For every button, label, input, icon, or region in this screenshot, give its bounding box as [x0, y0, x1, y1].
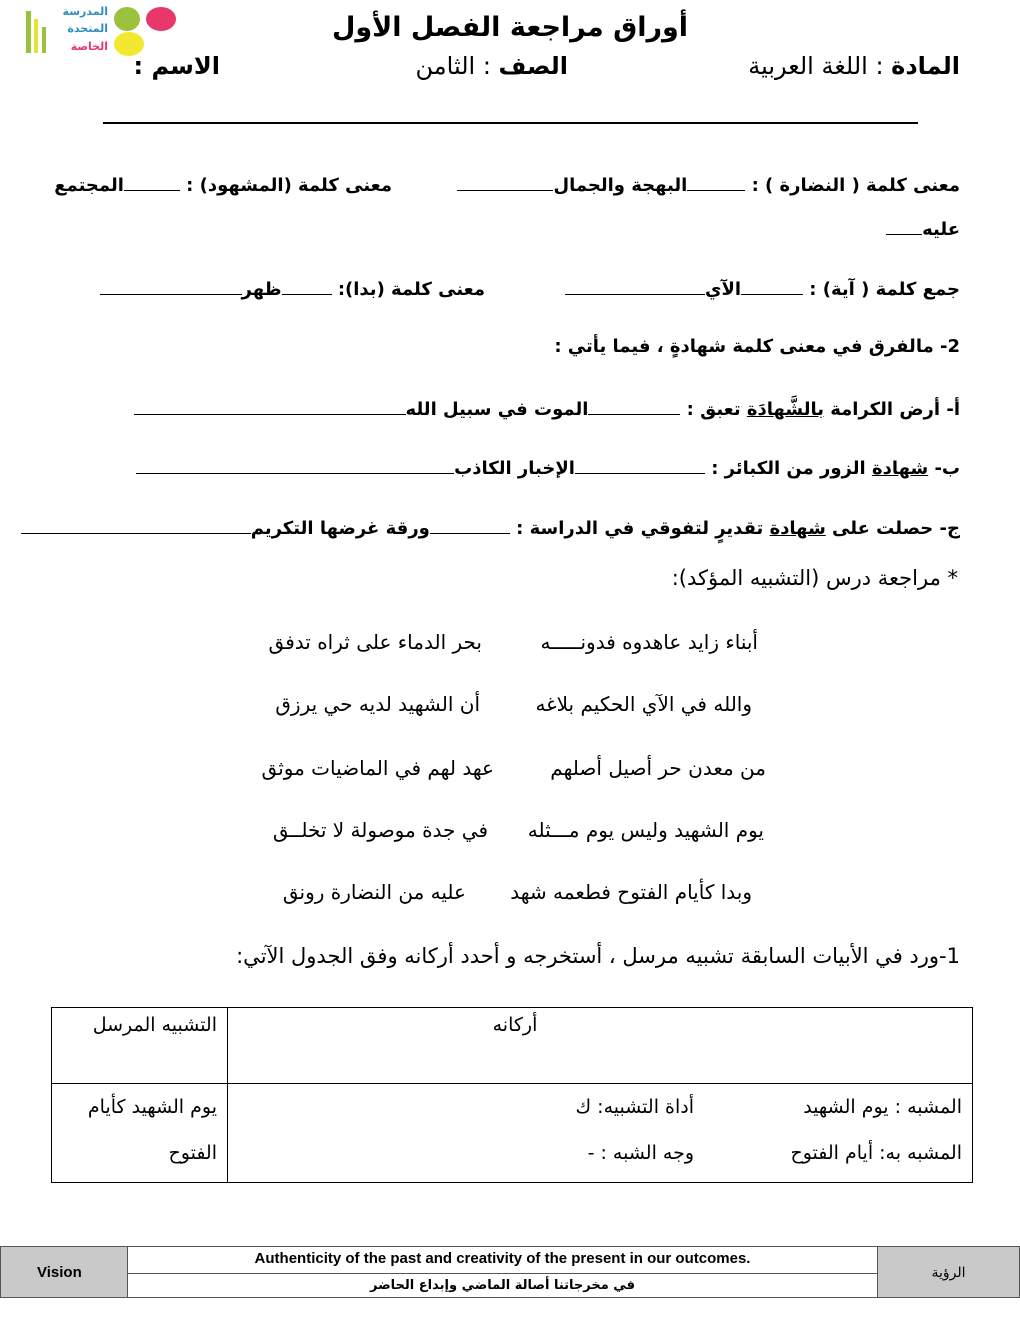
footer-motto-en: Authenticity of the past and creativity of the present in our outcomes. — [128, 1247, 877, 1274]
question-text: معنى كلمة (المشهود) : — [179, 175, 392, 196]
page-title: أوراق مراجعة الفصل الأول — [331, 12, 689, 43]
poem-verse-4-first: يوم الشهيد وليس يوم مـــثله — [527, 818, 764, 842]
difference-item-c — [21, 515, 960, 539]
footer-vision-ar: الرؤية — [877, 1246, 1020, 1298]
grade-field: الصف : الثامن — [415, 52, 568, 80]
table-header-elements: أركانه — [228, 1008, 973, 1084]
poem-verse-3-first: من معدن حر أصيل أصلهم — [550, 756, 766, 780]
question-text: معنى كلمة ( النضارة ) : — [745, 175, 960, 196]
subject-value: اللغة العربية — [748, 52, 868, 80]
wajh-shabah: وجه الشبه : - — [587, 1142, 694, 1164]
answer-text: البهجة والجمال — [553, 175, 688, 196]
underlined-word: شهادة — [769, 518, 826, 539]
footer-vision-bar — [0, 1246, 1020, 1298]
elements-row-2 — [238, 1130, 962, 1176]
answer-text: ظهر — [241, 279, 282, 300]
table-cell-elements — [228, 1084, 973, 1183]
simile-tool: أداة التشبيه: ك — [575, 1096, 694, 1118]
grade-label: الصف — [498, 52, 568, 80]
mushabbah-bih: المشبه به: أيام الفتوح — [790, 1142, 962, 1164]
poem-verse-2-first: والله في الآي الحكيم بلاغه — [535, 692, 752, 716]
task-instruction: 1-ورد في الأبيات السابقة تشبيه مرسل ، أستخرجه و أحدد أركانه وفق الجدول الآتي: — [236, 944, 960, 968]
poem-verse-4-second: في جدة موصولة لا تخلــق — [272, 818, 488, 842]
logo-text-line2: المتحدة — [67, 22, 108, 35]
item-text: تعبق : — [680, 399, 747, 420]
table-cell-simile: يوم الشهيد كأيام الفتوح — [52, 1084, 228, 1183]
item-text: ب- — [928, 458, 960, 479]
answer-text: عليه — [922, 219, 960, 240]
item-text: ج- حصلت على — [825, 518, 960, 539]
underlined-word: شهادة — [871, 458, 929, 479]
item-text: الزور من الكبائر : — [704, 458, 872, 479]
subject-field: المادة : اللغة العربية — [748, 52, 960, 80]
vocab-q2a — [565, 276, 960, 300]
underlined-word: بالشَّهادَة — [746, 399, 824, 420]
review-heading: * مراجعة درس (التشبيه المؤكد): — [671, 566, 958, 590]
vocab-q2b — [100, 276, 486, 300]
footer-vision-en: Vision — [0, 1246, 128, 1298]
answer-text: الموت في سبيل الله — [405, 399, 589, 420]
vocab-q1b — [54, 172, 392, 196]
difference-item-a — [134, 396, 960, 420]
item-text: تقديرٍ لتفوقي في الدراسة : — [509, 518, 770, 539]
answer-text: ورقة غرضها التكريم — [250, 518, 430, 539]
subject-label: المادة — [891, 52, 960, 80]
poem-verse-5-first: وبدا كأيام الفتوح فطعمه شهد — [510, 880, 752, 904]
vocab-q1a — [457, 172, 960, 196]
vocab-q1b-continued — [886, 216, 960, 240]
poem-verse-5-second: عليه من النضارة رونق — [282, 880, 466, 904]
mushabbah: المشبه : يوم الشهيد — [803, 1096, 962, 1118]
item-text: أ- أرض الكرامة — [823, 399, 960, 420]
grade-value: الثامن — [415, 52, 476, 80]
table-header-simile: التشبيه المرسل — [52, 1008, 228, 1084]
logo-text-line1: المدرسة — [62, 5, 108, 18]
poem-verse-2-second: أن الشهيد لديه حي يرزق — [275, 692, 480, 716]
simile-table — [51, 1007, 973, 1183]
logo-text-line3: الخاصة — [70, 40, 108, 53]
footer-motto — [127, 1246, 878, 1298]
question-text: جمع كلمة ( آية) : — [803, 279, 960, 300]
poem-verse-3-second: عهد لهم في الماضيات موثق — [261, 756, 494, 780]
header-divider — [103, 122, 918, 124]
question-text: معنى كلمة (بدا): — [331, 279, 485, 300]
elements-row-1 — [238, 1084, 962, 1130]
answer-text: المجتمع — [54, 175, 124, 196]
footer-motto-ar: في مخرجاتنا أصالة الماضي وإبداع الحاضر — [370, 1278, 635, 1293]
poem-verse-1-first: أبناء زايد عاهدوه فدونـــــه — [540, 630, 758, 654]
difference-item-b — [136, 455, 960, 479]
answer-text: الآي — [704, 279, 742, 300]
difference-heading: 2- مالفرق في معنى كلمة شهادةٍ ، فيما يأتي : — [554, 336, 960, 357]
student-name-label: الاسم : — [133, 52, 220, 80]
poem-verse-1-second: بحر الدماء على ثراه تدفق — [268, 630, 482, 654]
answer-text: الإخبار الكاذب — [454, 458, 575, 479]
